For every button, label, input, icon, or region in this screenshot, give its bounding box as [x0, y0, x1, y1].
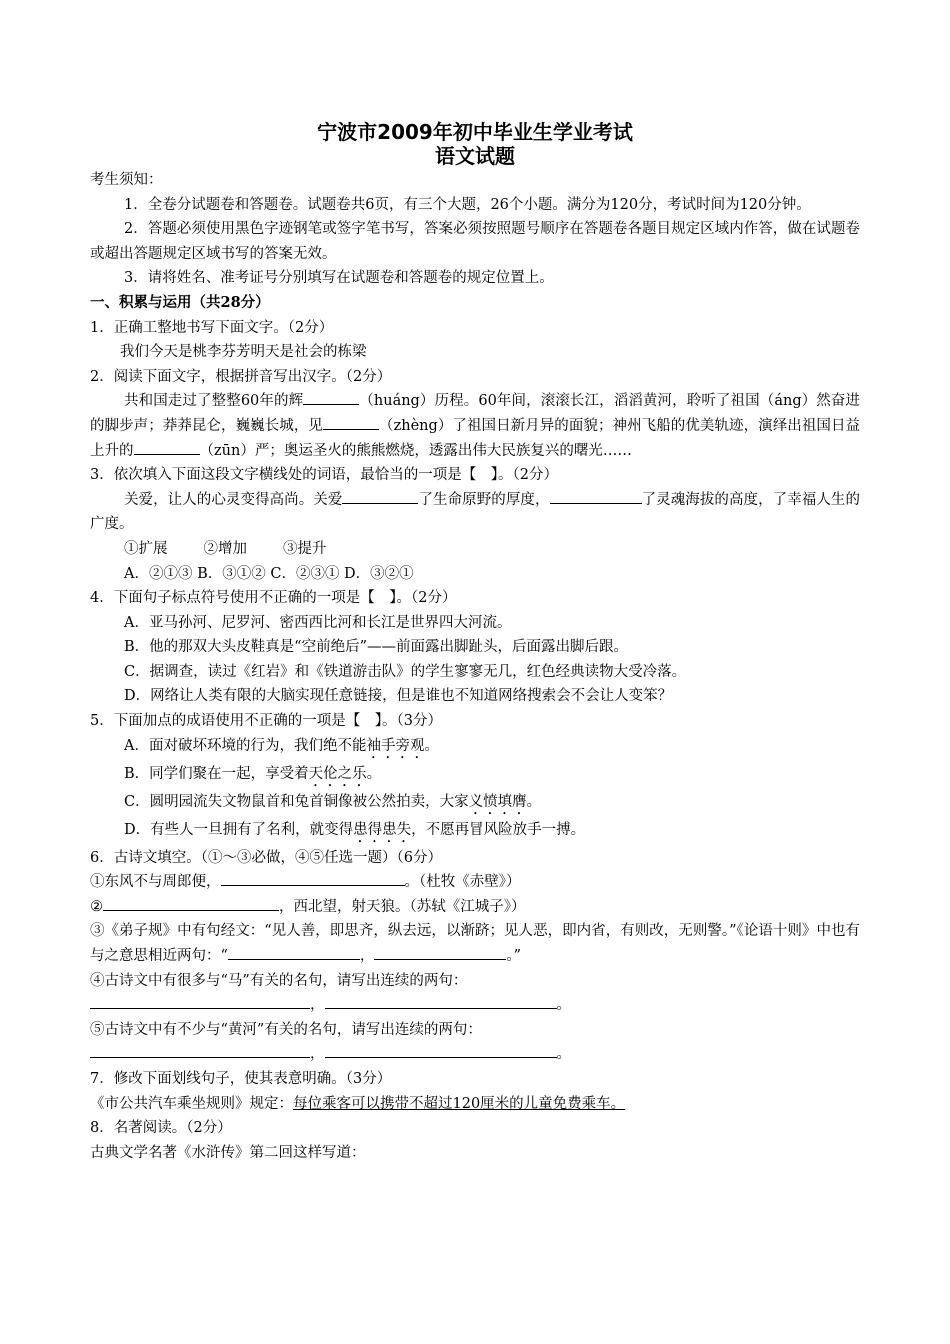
question-5: 5．下面加点的成语使用不正确的一项是【 】。（3分） — [90, 713, 442, 730]
notice-heading: 考生须知： — [90, 172, 163, 188]
question-1: 1．正确工整地书写下面文字。（2分） — [90, 319, 334, 336]
question-6-item-5-answer: ， 。 — [90, 1042, 860, 1067]
question-3-options: ①扩展 ②增加 ③提升 — [124, 540, 327, 557]
question-4-option-d: D．网络让人类有限的大脑实现任意链接，但是谁也不知道网络搜索会不会让人变笨？ — [124, 688, 673, 705]
question-4-option-c: C．据调查，读过《红岩》和《铁道游击队》的学生寥寥无几，红色经典读物大受冷落。 — [124, 663, 687, 680]
question-6: 6．古诗文填空。（①～③必做，④⑤任选一题）（6分） — [90, 849, 442, 866]
answer-blank[interactable] — [134, 439, 200, 455]
question-5-option-a: A．面对破坏环境的行为，我们绝不能袖手旁观。 — [124, 737, 439, 754]
question-6-item-2: ② ，西北望，射天狼。（苏轼《江城子》） — [90, 895, 860, 920]
notice-item-3: 3．请将姓名、准考证号分别填写在试题卷和答题卷的规定位置上。 — [124, 270, 554, 287]
question-5-option-d: D．有些人一旦拥有了名利，就变得患得患失，不愿再冒风险放手一搏。 — [124, 821, 586, 838]
answer-blank[interactable] — [325, 1042, 557, 1058]
question-1-text: 我们今天是桃李芬芳明天是社会的栋梁 — [120, 344, 367, 361]
question-6-item-1: ①东风不与周郎便， 。（杜牧《赤壁》） — [90, 870, 860, 895]
question-2-passage: 共和国走过了整整60年的辉 （huáng）历程。60年间，滚滚长江，滔滔黄河，聆听了祖国（áng）然奋进的脚步声；莽莽昆仑，巍巍长城，见 （zhèng）了祖国日新月异的面貌；神州飞船的优美轨迹，演绎出祖国日益上升的 （zūn）严；奥运圣火的熊熊燃烧，透露出伟大民族复兴的曙光…… — [90, 389, 860, 463]
answer-blank[interactable] — [228, 944, 360, 960]
question-5-option-b: B．同学们聚在一起，享受着天伦之乐。 — [124, 765, 382, 782]
section-heading: 一、积累与运用（共28分） — [90, 293, 270, 311]
exam-page — [90, 120, 860, 1165]
answer-blank[interactable] — [303, 389, 359, 405]
question-6-item-3: ③《弟子规》中有句经文：“见人善，即思齐，纵去远，以渐跻；见人恶，即内省，有则改，无则警。”《论语十则》中也有与之意思相近两句：“ ， 。” — [90, 923, 860, 965]
question-6-item-4-answer: ， 。 — [90, 993, 860, 1018]
answer-blank[interactable] — [325, 993, 557, 1009]
question-7-text: 《市公共汽车乘坐规则》规定：每位乘客可以携带不超过120厘米的儿童免费乘车。 — [90, 1095, 626, 1112]
answer-blank[interactable] — [90, 1042, 310, 1058]
notice-item-2: 2．答题必须使用黑色字迹钢笔或签字笔书写，答案必须按照题号顺序在答题卷各题目规定区域内作答，做在试题卷或超出答题规定区域书写的答案无效。 — [90, 221, 860, 262]
answer-blank[interactable] — [374, 944, 506, 960]
notice-item-1: 1．全卷分试题卷和答题卷。试题卷共6页，有三个大题，26个小题。满分为120分，考试时间为120分钟。 — [124, 196, 811, 213]
answer-blank[interactable] — [342, 488, 418, 504]
answer-blank[interactable] — [550, 488, 642, 504]
answer-blank[interactable] — [103, 895, 279, 911]
page-subtitle: 语文试题 — [435, 144, 515, 168]
answer-blank[interactable] — [90, 993, 310, 1009]
question-7: 7．修改下面划线句子，使其表意明确。（3分） — [90, 1071, 392, 1087]
question-4-option-b: B．他的那双大头皮鞋真是“空前绝后”——前面露出脚趾头，后面露出脚后跟。 — [124, 639, 628, 656]
question-8: 8．名著阅读。（2分） — [90, 1120, 232, 1137]
question-6-item-4: ④古诗文中有很多与“马”有关的名句，请写出连续的两句： — [90, 972, 468, 989]
question-8-text: 古典文学名著《水浒传》第二回这样写道： — [90, 1144, 366, 1161]
question-2: 2．阅读下面文字，根据拼音写出汉字。（2分） — [90, 368, 392, 385]
answer-blank[interactable] — [323, 414, 379, 430]
question-6-item-5: ⑤古诗文中有不少与“黄河”有关的名句，请写出连续的两句： — [90, 1021, 482, 1038]
question-3-choices: A．②①③ B．③①② C．②③① D．③②① — [124, 565, 414, 582]
answer-blank[interactable] — [221, 870, 405, 886]
question-3-passage: 关爱，让人的心灵变得高尚。关爱 了生命原野的厚度， 了灵魂海拔的高度，了幸福人生的广度。 — [90, 488, 860, 537]
page-title: 宁波市2009年初中毕业生学业考试 — [317, 120, 633, 144]
question-5-option-c: C．圆明园流失文物鼠首和兔首铜像被公然拍卖，大家义愤填膺。 — [124, 793, 542, 810]
question-4-option-a: A．亚马孙河、尼罗河、密西西比河和长江是世界四大河流。 — [124, 614, 512, 631]
question-4: 4．下面句子标点符号使用不正确的一项是【 】。（2分） — [90, 590, 457, 607]
question-3: 3．依次填入下面这段文字横线处的词语，最恰当的一项是【 】。（2分） — [90, 467, 558, 484]
